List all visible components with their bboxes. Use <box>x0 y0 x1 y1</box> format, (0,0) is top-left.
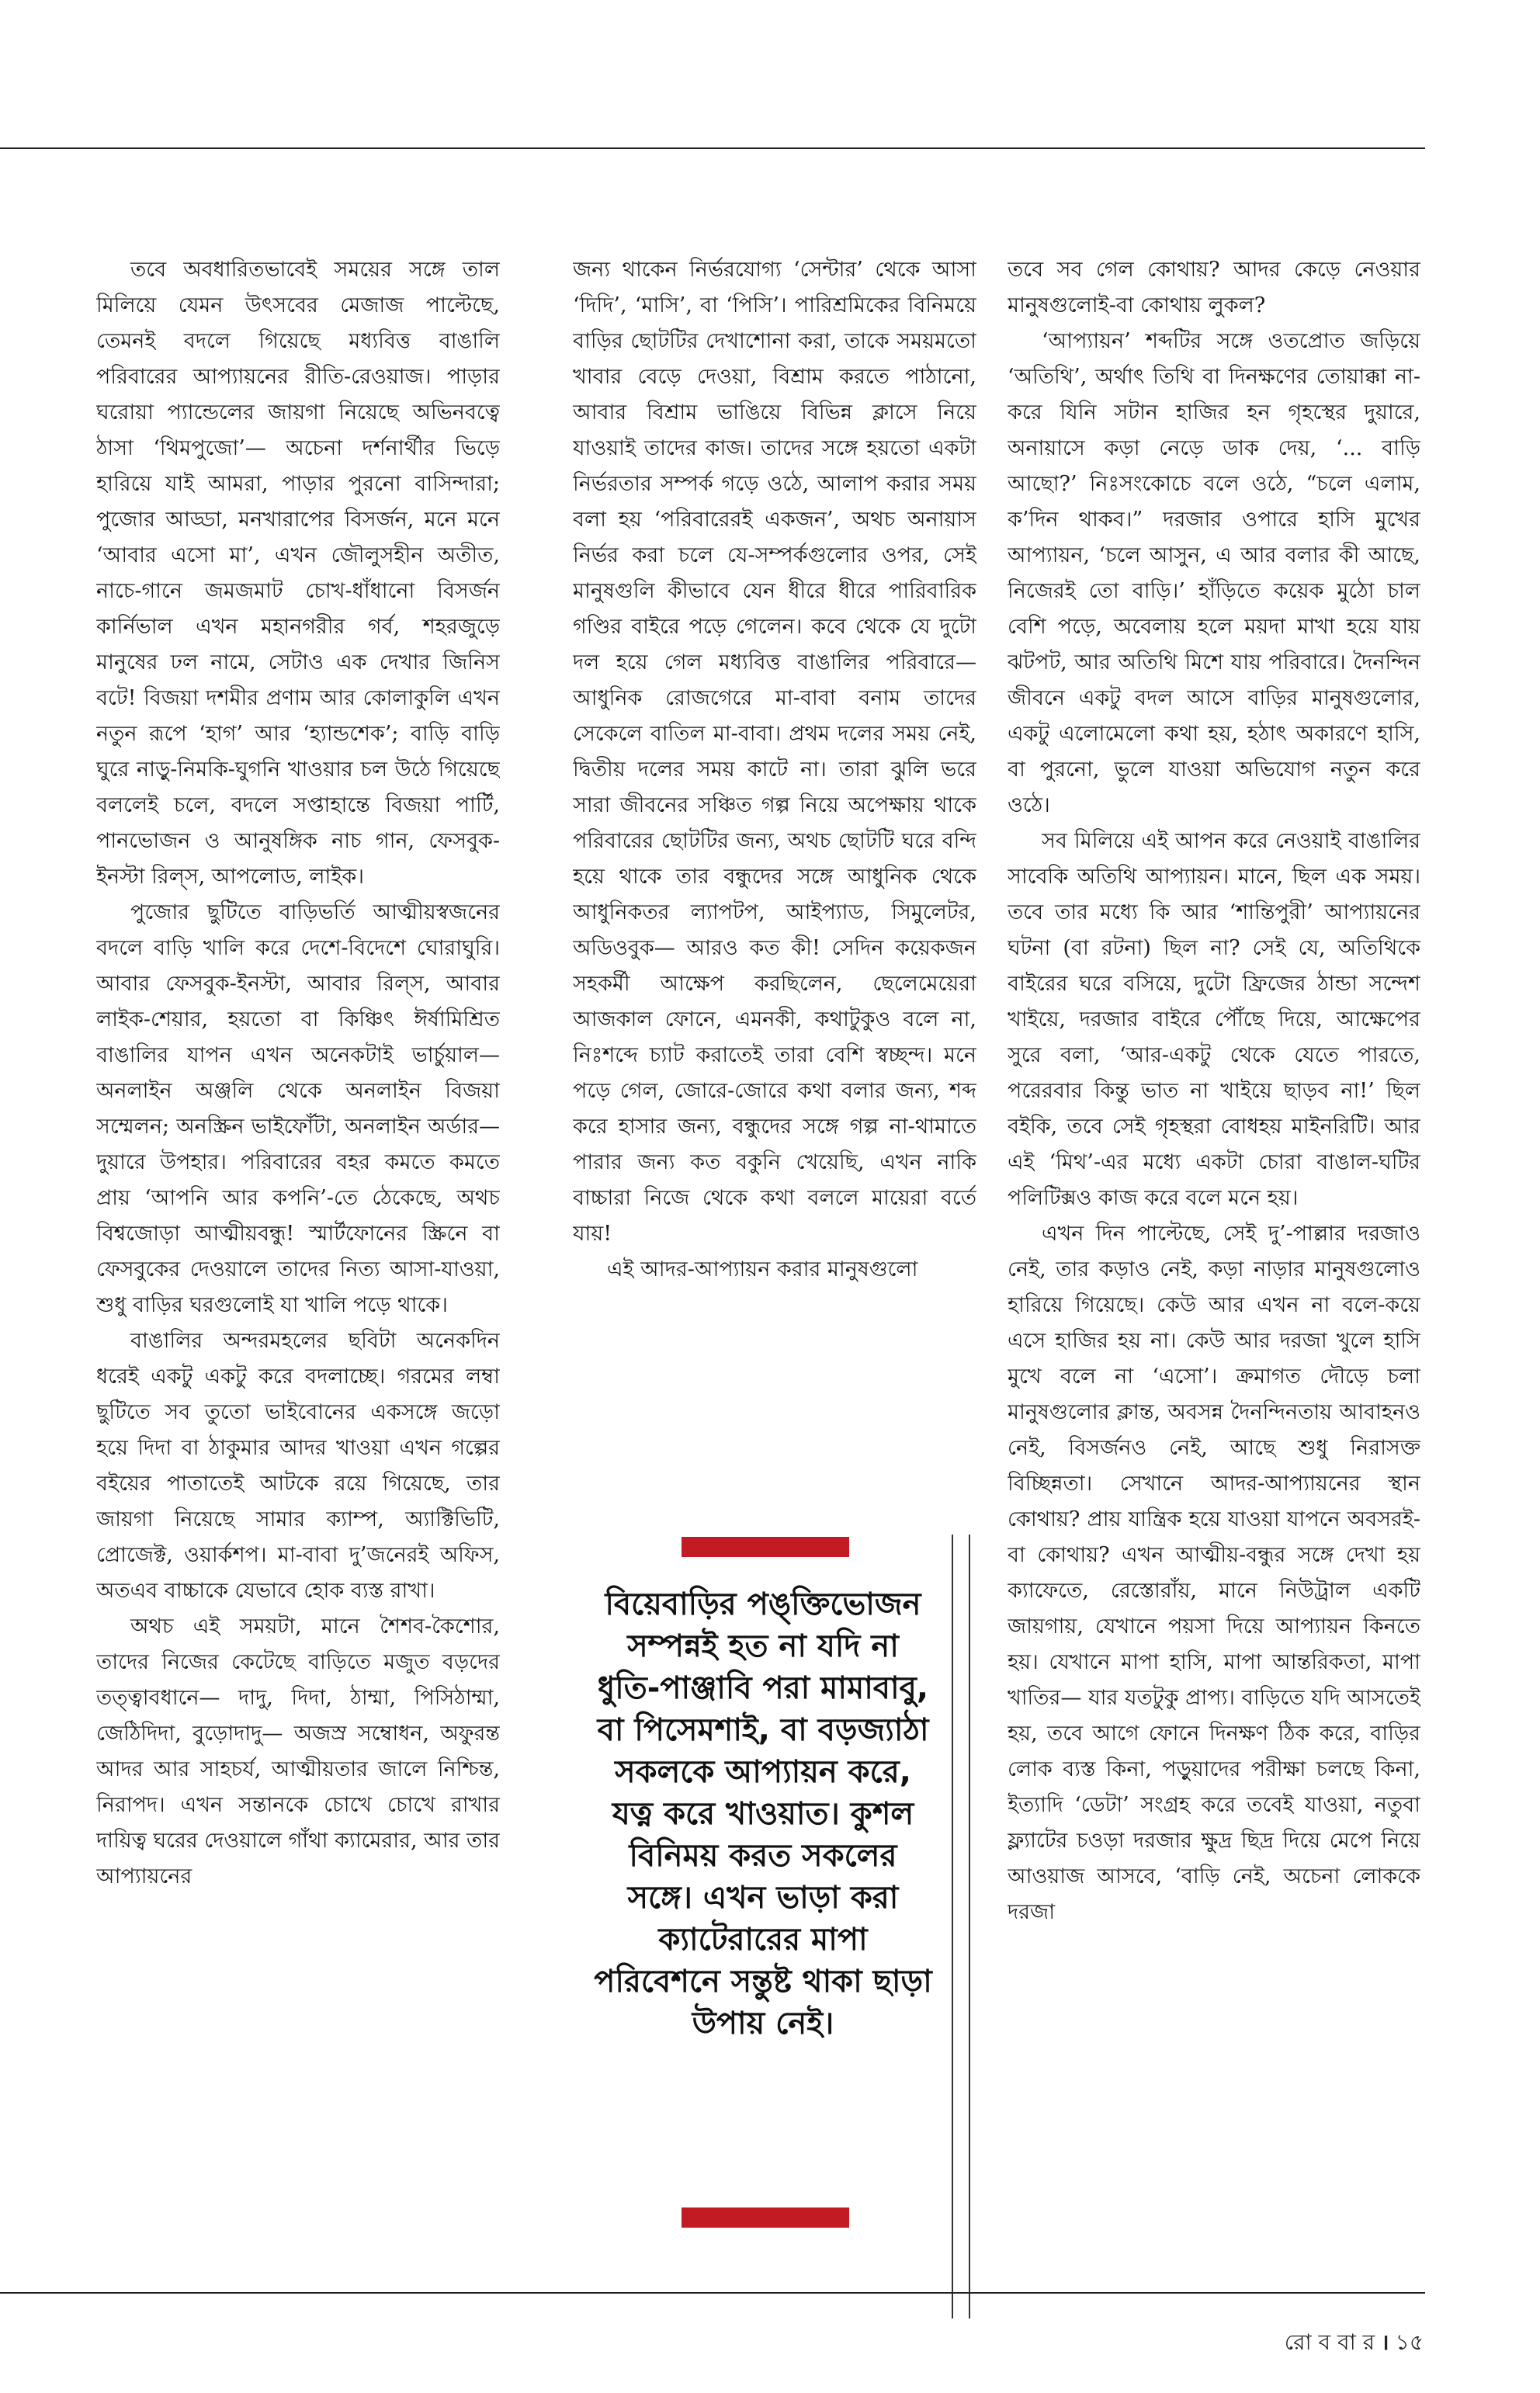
paragraph: তবে সব গেল কোথায়? আদর কেড়ে নেওয়ার মানুষগুলোই-বা কোথায় লুকল? <box>1008 258 1420 317</box>
paragraph: ‘আপ্যায়ন’ শব্দটির সঙ্গে ওতপ্রোত জড়িয়ে ‘অতিথি’, অর্থাৎ তিথি বা দিনক্ষণের তোয়াক্কা না-করে যিনি সটান হাজির হন গৃহস্থের দুয়ারে, অনায়াসে কড়া নেড়ে ডাক দেয়, ‘... বাড়ি আছো?’ নিঃসংকোচে বলে ওঠে, “চলে এলাম, ক’দিন থাকব।” দরজার ওপারে হাসি মুখের আপ্যায়ন, ‘চলে আসুন, এ আর বলার কী আছে, নিজেরই তো বাড়ি।’ হাঁড়িতে কয়েক মুঠো চাল বেশি পড়ে, অবেলায় হলে ময়দা মাখা হয়ে যায় ঝটপট, আর অতিথি মিশে যায় পরিবারে। দৈনন্দিন জীবনে একটু বদল আসে বাড়ির মানুষগুলোর, একটু এলোমেলো কথা হয়, হঠাৎ অকারণে হাসি, বা পুরনো, ভুলে যাওয়া অভিযোগ নতুন করে ওঠে। <box>1008 329 1420 817</box>
paragraph: এখন দিন পাল্টেছে, সেই দু’-পাল্লার দরজাও নেই, তার কড়াও নেই, কড়া নাড়ার মানুষগুলোও হারিয়ে গিয়েছে। কেউ আর এখন না বলে-কয়ে এসে হাজির হয় না। কেউ আর দরজা খুলে হাসি মুখে বলে না ‘এসো’। ক্রমাগত দৌড়ে চলা মানুষগুলোর ক্লান্ত, অবসন্ন দৈনন্দিনতায় আবাহনও নেই, বিসর্জনও নেই, আছে শুধু নিরাসক্ত বিচ্ছিন্নতা। সেখানে আদর-আপ্যায়নের স্থান কোথায়? প্রায় যান্ত্রিক হয়ে যাওয়া যাপনে অবসরই-বা কোথায়? এখন আত্মীয়-বন্ধুর সঙ্গে দেখা হয় ক্যাফেতে, রেস্তোরাঁয়, মানে নিউট্রাল একটি জায়গায়, যেখানে পয়সা দিয়ে আপ্যায়ন কিনতে হয়। যেখানে মাপা হাসি, মাপা আন্তরিকতা, মাপা খাতির— যার যতটুকু প্রাপ্য। বাড়িতে যদি আসতেই হয়, তবে আগে ফোনে দিনক্ষণ ঠিক করে, বাড়ির লোক ব্যস্ত কিনা, পড়ুয়াদের পরীক্ষা চলছে কিনা, ইত্যাদি ‘ডেটা’ সংগ্রহ করে তবেই যাওয়া, নতুবা ফ্ল্যাটের চওড়া দরজার ক্ষুদ্র ছিদ্র দিয়ে মেপে নিয়ে আওয়াজ আসবে, ‘বাড়ি নেই, অচেনা লোককে দরজা <box>1008 1222 1420 1924</box>
page-footer <box>1285 2325 1424 2362</box>
pull-quote-divider-left <box>952 1535 953 2318</box>
article-column-1 <box>96 252 500 2278</box>
footer-separator: । <box>1381 2329 1389 2355</box>
pull-quote <box>591 1537 935 2294</box>
paragraph: তবে অবধারিতভাবেই সময়ের সঙ্গে তাল মিলিয়ে যেমন উৎসবের মেজাজ পাল্টেছে, তেমনই বদলে গিয়েছে মধ্যবিত্ত বাঙালি পরিবারের আপ্যায়নের রীতি-রেওয়াজ। পাড়ার ঘরোয়া প্যান্ডেলের জায়গা নিয়েছে অভিনবত্বে ঠাসা ‘থিমপুজো’— অচেনা দর্শনার্থীর ভিড়ে হারিয়ে যাই আমরা, পাড়ার পুরনো বাসিন্দারা; পুজোর আড্ডা, মনখারাপের বিসর্জন, মনে মনে ‘আবার এসো মা’, এখন জৌলুসহীন অতীত, নাচে-গানে জমজমাট চোখ-ধাঁধানো বিসর্জন কার্নিভাল এখন মহানগরীর গর্ব, শহরজুড়ে মানুষের ঢল নামে, সেটাও এক দেখার জিনিস বটে! বিজয়া দশমীর প্রণাম আর কোলাকুলি এখন নতুন রূপে ‘হাগ’ আর ‘হ্যান্ডশেক’; বাড়ি বাড়ি ঘুরে নাড়ু-নিমকি-ঘুগনি খাওয়ার চল উঠে গিয়েছে বললেই চলে, বদলে সপ্তাহান্তে বিজয়া পার্টি, পানভোজন ও আনুষঙ্গিক নাচ গান, ফেসবুক-ইনস্টা রিল্‌স, আপলোড, লাইক। <box>96 258 500 889</box>
paragraph: সব মিলিয়ে এই আপন করে নেওয়াই বাঙালির সাবেকি অতিথি আপ্যায়ন। মানে, ছিল এক সময়। তবে তার মধ্যে কি আর ‘শান্তিপুরী’ আপ্যায়নের ঘটনা (বা রটনা) ছিল না? সেই যে, অতিথিকে বাইরের ঘরে বসিয়ে, দুটো ফ্রিজের ঠান্ডা সন্দেশ খাইয়ে, দরজার বাইরে পৌঁছে দিয়ে, আক্ষেপের সুরে বলা, ‘আর-একটু থেকে যেতে পারতে, পরেরবার কিন্তু ভাত না খাইয়ে ছাড়ব না!’ ছিল বইকি, তবে সেই গৃহস্থরা বোধহয় মাইনরিটি। আর এই ‘মিথ’-এর মধ্যে একটা চোরা বাঙাল-ঘটির পলিটিক্সও কাজ করে বলে মনে হয়। <box>1008 829 1420 1210</box>
paragraph: অথচ এই সময়টা, মানে শৈশব-কৈশোর, তাদের নিজের কেটেছে বাড়িতে মজুত বড়দের তত্ত্বাবধানে— দাদু, দিদা, ঠাম্মা, পিসিঠাম্মা, জেঠিদিদা, বুড়োদাদু— অজস্র সম্বোধন, অফুরন্ত আদর আর সাহচর্য, আত্মীয়তার জালে নিশ্চিন্ত, নিরাপদ। এখন সন্তানকে চোখে চোখে রাখার দায়িত্ব ঘরের দেওয়ালে গাঁথা ক্যামেরার, আর তার আপ্যায়নের <box>96 1614 500 1888</box>
article-column-3 <box>1008 252 1420 2278</box>
paragraph: জন্য থাকেন নির্ভরযোগ্য ‘সেন্টার’ থেকে আসা ‘দিদি’, ‘মাসি’, বা ‘পিসি’। পারিশ্রমিকের বিনিময়ে বাড়ির ছোটটির দেখাশোনা করা, তাকে সময়মতো খাবার বেড়ে দেওয়া, বিশ্রাম করতে পাঠানো, আবার বিশ্রাম ভাঙিয়ে বিভিন্ন ক্লাসে নিয়ে যাওয়াই তাদের কাজ। তাদের সঙ্গে হয়তো একটা নির্ভরতার সম্পর্ক গড়ে ওঠে, আলাপ করার সময় বলা হয় ‘পরিবারেরই একজন’, অথচ অনায়াস নির্ভর করা চলে যে-সম্পর্কগুলোর ওপর, সেই মানুষগুলি কীভাবে যেন ধীরে ধীরে পারিবারিক গণ্ডির বাইরে পড়ে গেলেন। কবে থেকে যে দুটো দল হয়ে গেল মধ্যবিত্ত বাঙালির পরিবারে— আধুনিক রোজগেরে মা-বাবা বনাম তাদের সেকেলে বাতিল মা-বাবা। প্রথম দলের সময় নেই, দ্বিতীয় দলের সময় কাটে না। তারা ঝুলি ভরে সারা জীবনের সঞ্চিত গল্প নিয়ে অপেক্ষায় থাকে পরিবারের ছোটটির জন্য, অথচ ছোটটি ঘরে বন্দি হয়ে থাকে তার বন্ধুদের সঙ্গে আধুনিক থেকে আধুনিকতর ল্যাপটপ, আইপ্যাড, সিমুলেটর, অডিওবুক— আরও কত কী! সেদিন কয়েকজন সহকর্মী আক্ষেপ করছিলেন, ছেলেমেয়েরা আজকাল ফোনে, এমনকী, কথাটুকুও বলে না, নিঃশব্দে চ্যাট করাতেই তারা বেশি স্বচ্ছন্দ। মনে পড়ে গেল, জোরে-জোরে কথা বলার জন্য, শব্দ করে হাসার জন্য, বন্ধুদের সঙ্গে গল্প না-থামাতে পারার জন্য কত বকুনি খেয়েছি, এখন নাকি বাচ্চারা নিজে থেকে কথা বললে মায়েরা বর্তে যায়! <box>573 258 976 1246</box>
paragraph: এই আদর-আপ্যায়ন করার মানুষগুলো <box>607 1257 918 1281</box>
paragraph: বাঙালির অন্দরমহলের ছবিটা অনেকদিন ধরেই একটু একটু করে বদলাচ্ছে। গরমের লম্বা ছুটিতে সব তুতো ভাইবোনের একসঙ্গে জড়ো হয়ে দিদা বা ঠাকুমার আদর খাওয়া এখন গল্পের বইয়ের পাতাতেই আটকে রয়ে গিয়েছে, তার জায়গা নিয়েছে সামার ক্যাম্প, অ্যাক্টিভিটি, প্রোজেক্ট, ওয়ার্কশপ। মা-বাবা দু’জনেরই অফিস, অতএব বাচ্চাকে যেভাবে হোক ব্যস্ত রাখা। <box>96 1329 500 1603</box>
top-rule <box>0 147 1425 149</box>
pull-quote-top-bar <box>682 1537 849 1557</box>
magazine-name: রো ব বা র <box>1284 2329 1375 2355</box>
pull-quote-text: বিয়েবাড়ির পঙ্‌ক্তিভোজন সম্পন্নই হত না যদি না ধুতি-পাঞ্জাবি পরা মামাবাবু, বা পিসেমশাই, বা বড়জ্যাঠা সকলকে আপ্যায়ন করে, যত্ন করে খাওয়াত। কুশল বিনিময় করত সকলের সঙ্গে। এখন ভাড়া করা ক্যাটেরারের মাপা পরিবেশনে সন্তুষ্ট থাকা ছাড়া উপায় নেই। <box>594 1587 932 2041</box>
page-number: ১৫ <box>1395 2329 1424 2355</box>
pull-quote-divider-right <box>969 1535 970 2318</box>
pull-quote-bottom-bar <box>682 2207 849 2228</box>
bottom-rule <box>0 2292 1425 2294</box>
column-2-text <box>573 252 976 1529</box>
paragraph: পুজোর ছুটিতে বাড়িভর্তি আত্মীয়স্বজনের বদলে বাড়ি খালি করে দেশে-বিদেশে ঘোরাঘুরি। আবার ফেসবুক-ইনস্টা, আবার রিল্‌স, আবার লাইক-শেয়ার, হয়তো বা কিঞ্চিৎ ঈর্ষামিশ্রিত বাঙালির যাপন এখন অনেকটাই ভার্চুয়াল— অনলাইন অঞ্জলি থেকে অনলাইন বিজয়া সম্মেলন; অনস্ক্রিন ভাইফোঁটা, অনলাইন অর্ডার— দুয়ারে উপহার। পরিবারের বহর কমতে কমতে প্রায় ‘আপনি আর কপনি’-তে ঠেকেছে, অথচ বিশ্বজোড়া আত্মীয়বন্ধু! স্মার্টফোনের স্ক্রিনে বা ফেসবুকের দেওয়ালে তাদের নিত্য আসা-যাওয়া, শুধু বাড়ির ঘরগুলোই যা খালি পড়ে থাকে। <box>96 900 500 1317</box>
